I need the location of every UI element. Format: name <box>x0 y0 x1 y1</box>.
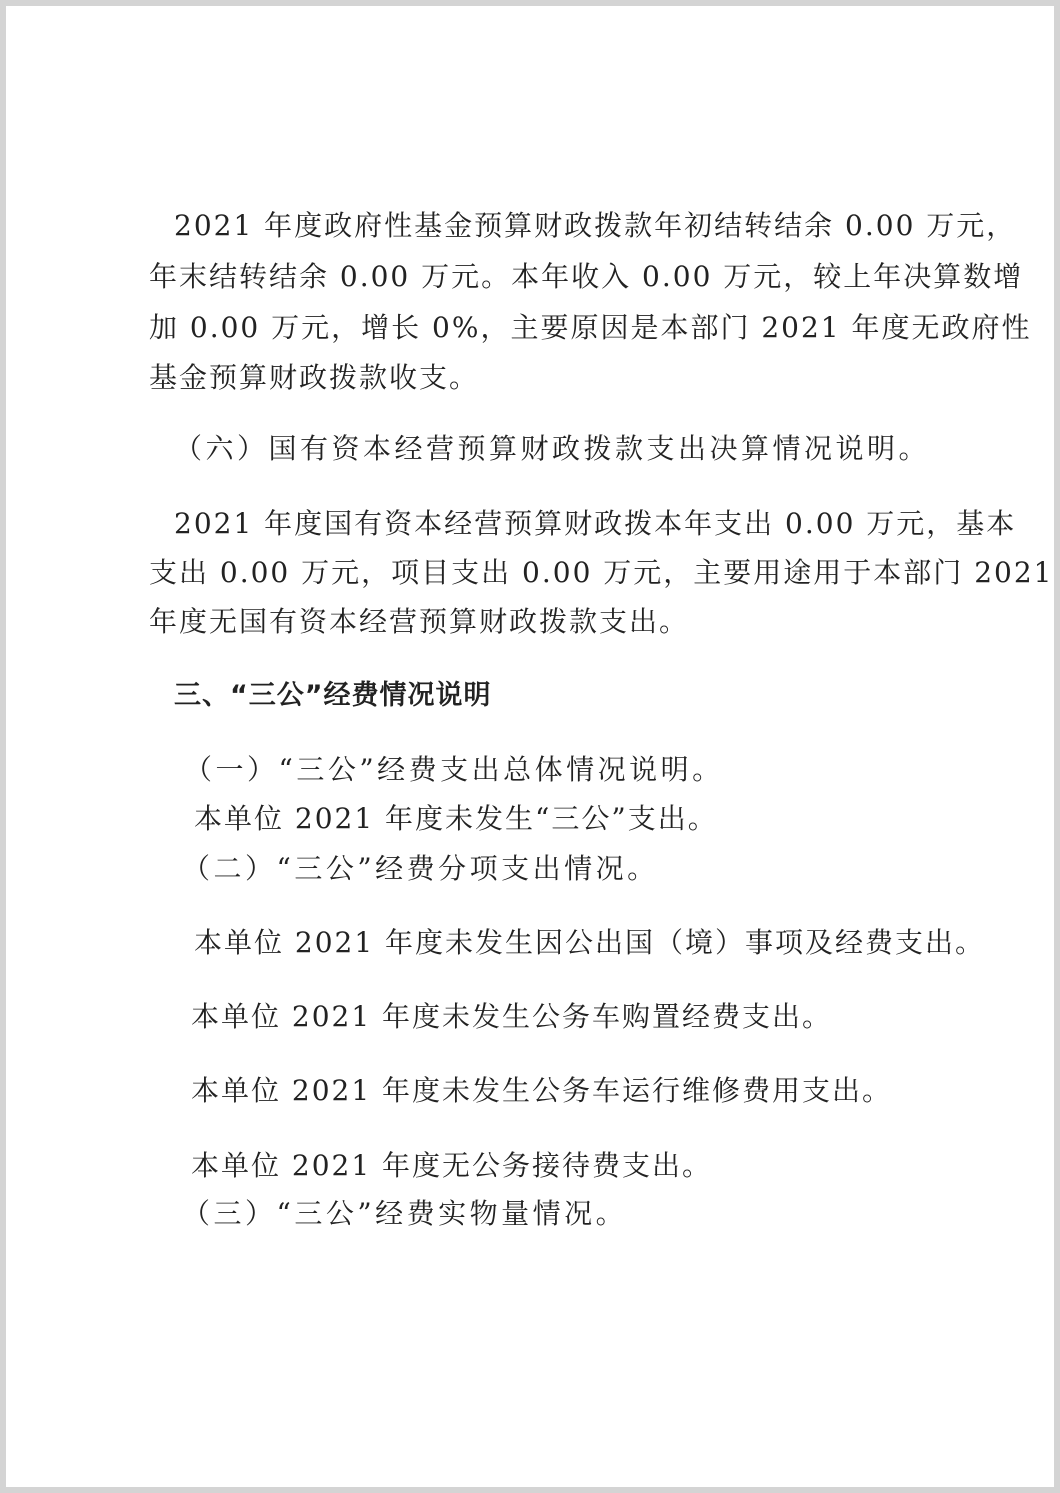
paragraph-line: 加 0.00 万元，增长 0%，主要原因是本部门 2021 年度无政府性 <box>149 311 1032 344</box>
section-subheading: （一）“三公”经费支出总体情况说明。 <box>184 753 724 786</box>
section-heading: 三、“三公”经费情况说明 <box>174 680 492 711</box>
paragraph-line: 2021 年度政府性基金预算财政拨款年初结转结余 0.00 万元， <box>174 209 1017 242</box>
paragraph-line: 基金预算财政拨款收支。 <box>149 361 480 394</box>
paragraph-line: 本单位 2021 年度未发生公务车运行维修费用支出。 <box>191 1074 893 1107</box>
paragraph-line: 2021 年度国有资本经营预算财政拨本年支出 0.00 万元，基本 <box>174 507 1017 540</box>
section-subheading: （三）“三公”经费实物量情况。 <box>182 1197 628 1230</box>
paragraph-line: 年末结转结余 0.00 万元。本年收入 0.00 万元，较上年决算数增 <box>149 260 1024 293</box>
paragraph-line: 本单位 2021 年度无公务接待费支出。 <box>191 1149 713 1182</box>
paragraph-line: 本单位 2021 年度未发生“三公”支出。 <box>194 802 718 835</box>
section-subheading: （二）“三公”经费分项支出情况。 <box>182 852 659 885</box>
paragraph-line: 本单位 2021 年度未发生公务车购置经费支出。 <box>191 1000 833 1033</box>
paragraph-line: 年度无国有资本经营预算财政拨款支出。 <box>149 605 690 638</box>
paragraph-line: 支出 0.00 万元，项目支出 0.00 万元，主要用途用于本部门 2021 <box>149 556 1054 589</box>
paragraph-line: 本单位 2021 年度未发生因公出国（境）事项及经费支出。 <box>194 926 986 959</box>
section-subheading: （六）国有资本经营预算财政拨款支出决算情况说明。 <box>174 432 931 465</box>
